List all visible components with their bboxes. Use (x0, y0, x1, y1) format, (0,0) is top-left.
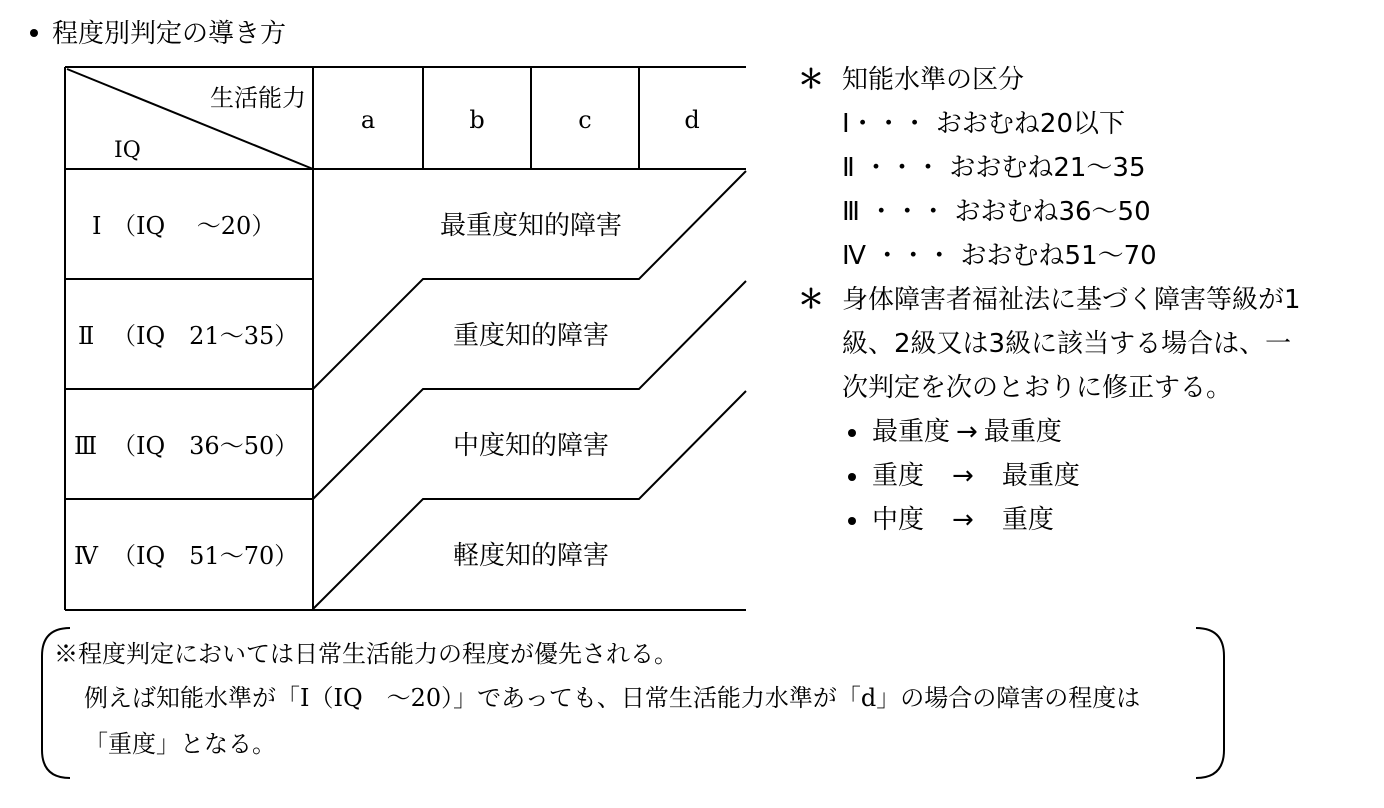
asterisk-icon: ＊ (798, 285, 825, 315)
judgement-table (0, 0, 760, 620)
disability-text-line-2: 級、2級又は3級に該当する場合は、一 (842, 329, 1292, 359)
iq-level-1: Ⅰ・・・ おおむね20以下 (842, 109, 1126, 139)
result-mild: 軽度知的障害 (452, 541, 610, 571)
correction-from: 重度 (872, 461, 925, 491)
heading-text: 程度別判定の導き方 (52, 19, 287, 49)
disability-text-line-3: 次判定を次のとおりに修正する。 (842, 373, 1233, 403)
result-moderate: 中度知的障害 (452, 431, 610, 461)
iq-levels-title: 知能水準の区分 (842, 65, 1025, 95)
row-range-3: （IQ 36～50） (112, 432, 299, 460)
column-header-a: a (360, 106, 376, 134)
iq-level-2: Ⅱ ・・・ おおむね21～35 (842, 153, 1146, 183)
column-header-b: b (469, 106, 485, 134)
physical-disability-note (798, 278, 1358, 542)
iq-level-3: Ⅲ ・・・ おおむね36～50 (842, 197, 1151, 227)
arrow-right-icon: → (956, 417, 978, 447)
correction-to: 最重度 (983, 417, 1062, 447)
arrow-right-icon: → (952, 505, 974, 535)
result-profound: 最重度知的障害 (439, 211, 623, 241)
column-header-c: c (578, 106, 592, 134)
iq-level-4: Ⅳ ・・・ おおむね51～70 (842, 241, 1157, 271)
corner-label-iq: IQ (114, 138, 141, 163)
priority-note-line-2: 例えば知能水準が「Ⅰ（IQ ～20）」であっても、日常生活能力水準が「d」の場合の障害の程度は (84, 684, 1141, 712)
list-item (872, 498, 1358, 542)
row-roman-2: Ⅱ (78, 322, 95, 350)
row-roman-3: Ⅲ (74, 432, 98, 460)
notes-panel (798, 58, 1358, 542)
row-range-1: （IQ ～20） (112, 212, 276, 240)
correction-to: 重度 (1001, 505, 1054, 535)
correction-from: 最重度 (872, 417, 951, 447)
iq-levels-note (798, 58, 1358, 278)
list-item (872, 410, 1358, 454)
correction-to: 最重度 (1001, 461, 1080, 491)
row-roman-4: Ⅳ (74, 542, 98, 570)
list-item (872, 454, 1358, 498)
priority-note-box (40, 626, 1226, 780)
disability-text-line-1: 身体障害者福祉法に基づく障害等級が1 (842, 285, 1301, 315)
arrow-right-icon: → (952, 461, 974, 491)
row-range-4: （IQ 51～70） (112, 542, 299, 570)
result-severe: 重度知的障害 (452, 321, 610, 351)
corner-label-ability: 生活能力 (210, 84, 306, 112)
row-range-2: （IQ 21～35） (112, 322, 299, 350)
priority-note-line-3: 「重度」となる。 (84, 730, 276, 758)
row-roman-1: Ⅰ (92, 212, 102, 240)
correction-from: 中度 (872, 505, 925, 535)
column-header-d: d (684, 106, 700, 134)
priority-note-line-1: ※程度判定においては日常生活能力の程度が優先される。 (54, 640, 678, 668)
correction-list (842, 410, 1358, 542)
asterisk-icon: ＊ (798, 65, 825, 95)
